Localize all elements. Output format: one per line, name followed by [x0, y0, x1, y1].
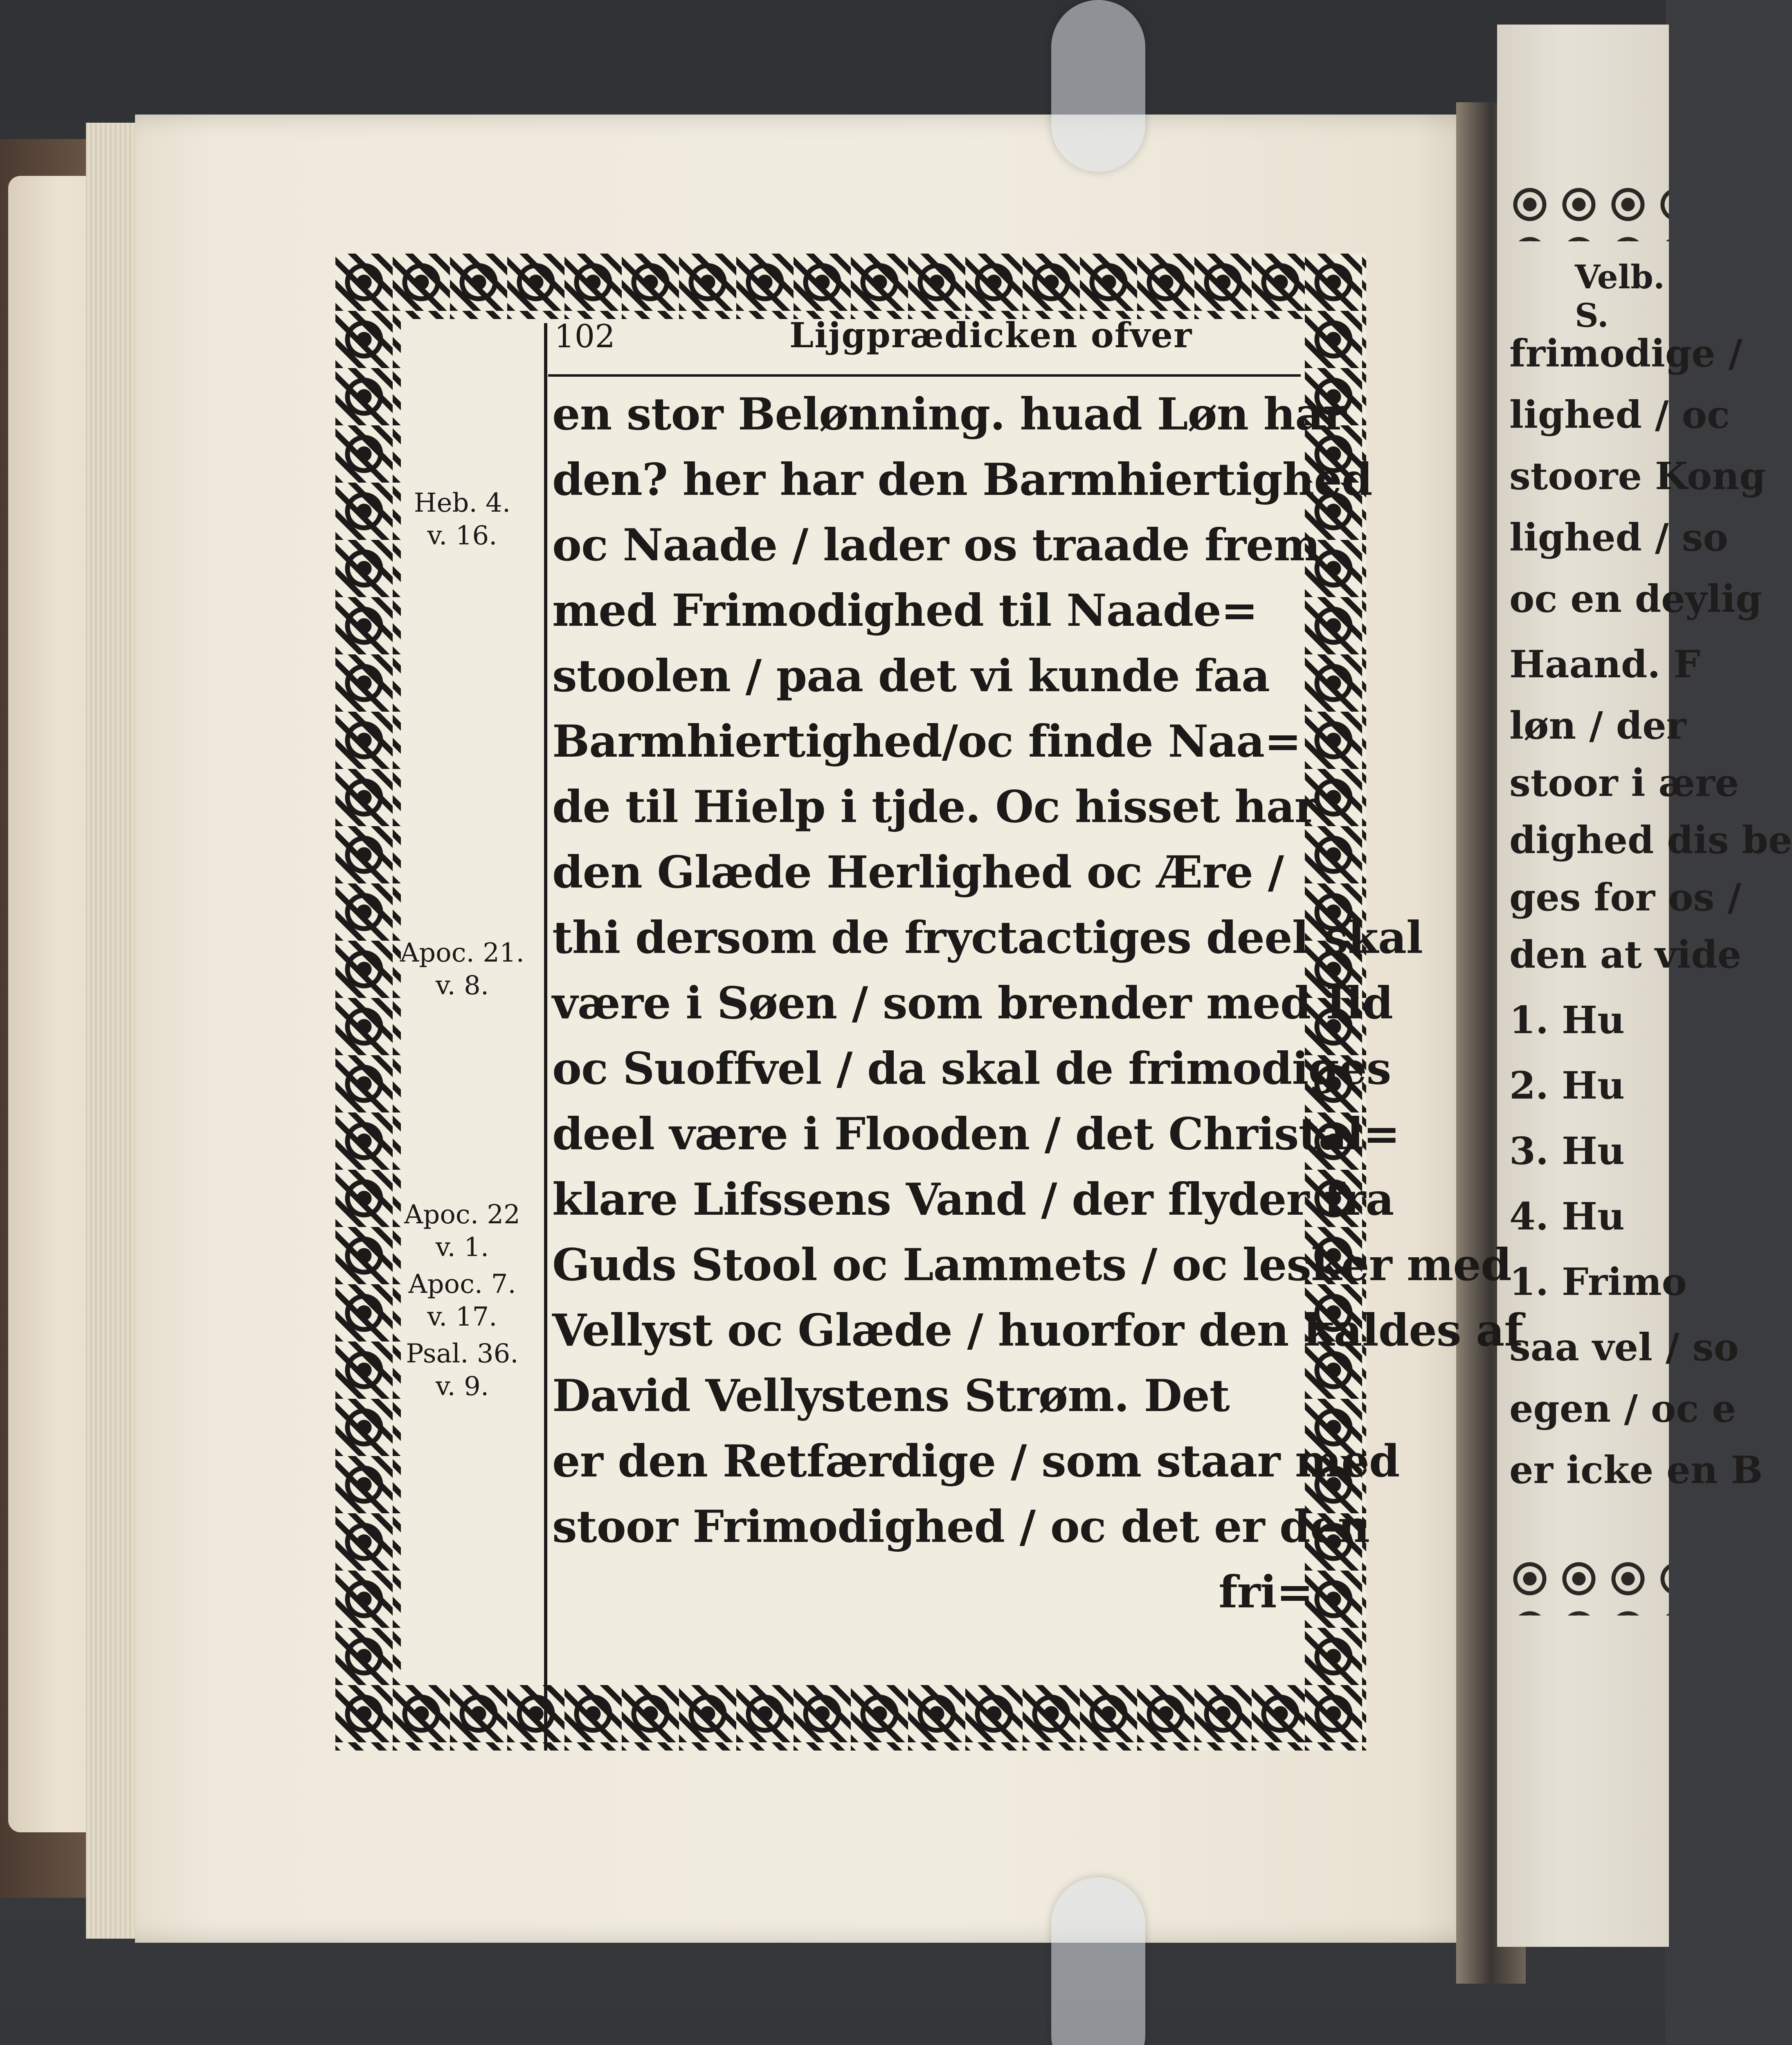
page-clip-bottom [1051, 1877, 1145, 2045]
ornament-border-top [335, 254, 1366, 319]
text-line: klare Lifssens Vand / der flyder fra [552, 1174, 1394, 1225]
text-line: de til Hielp i tjde. Oc hisset har [552, 781, 1318, 833]
text-line: stoor Frimodighed / oc det er den [552, 1501, 1369, 1553]
facing-page-line: 1. Frimo [1509, 1260, 1687, 1304]
text-line: oc Suoffvel / da skal de frimodiges [552, 1043, 1391, 1094]
facing-page-line: dighed dis be [1509, 818, 1792, 862]
margin-note-book: Apoc. 22 [404, 1200, 520, 1230]
text-line: være i Søen / som brender med Ild [552, 978, 1393, 1029]
margin-note-book: Apoc. 7. [408, 1269, 516, 1299]
facing-page-line: lighed / so [1509, 515, 1728, 560]
facing-page-line: stoore Kong [1509, 454, 1766, 498]
margin-note [393, 937, 532, 1002]
facing-page-line: oc en deylig [1509, 577, 1762, 621]
margin-note [393, 1337, 532, 1403]
ornament-border-left [335, 254, 401, 1751]
text-line: den Glæde Herlighed oc Ære / [552, 847, 1284, 898]
ornament-border-bottom [335, 1685, 1366, 1751]
margin-note-verse: v. 1. [435, 1232, 489, 1263]
margin-note-book: Heb. 4. [414, 488, 511, 518]
facing-page-line: løn / der [1509, 703, 1686, 748]
margin-note-verse: v. 8. [435, 971, 489, 1001]
facing-page-line: 3. Hu [1509, 1129, 1625, 1173]
margin-note [393, 1268, 532, 1333]
page-clip-top [1051, 0, 1145, 172]
facing-page-line: ges for os / [1509, 875, 1741, 919]
facing-page-line: er icke en B [1509, 1448, 1763, 1492]
text-line: med Frimodighed til Naade= [552, 585, 1258, 636]
text-line: Vellyst oc Glæde / huorfor den kaldes af [552, 1305, 1523, 1356]
text-line: den? her har den Barmhiertighed [552, 454, 1372, 506]
margin-note [393, 487, 532, 552]
facing-page-line: 4. Hu [1509, 1194, 1625, 1238]
margin-note [393, 1198, 532, 1264]
text-line: David Vellystens Strøm. Det [552, 1370, 1230, 1422]
facing-page-ornament-top [1505, 180, 1669, 241]
facing-page-line: lighed / oc [1509, 393, 1730, 437]
margin-note-verse: v. 9. [435, 1371, 489, 1402]
text-line: Guds Stool oc Lammets / oc lesker med [552, 1239, 1511, 1291]
text-line: deel være i Flooden / det Christal= [552, 1108, 1400, 1160]
facing-page-line: Haand. F [1509, 642, 1700, 686]
facing-page-line: 2. Hu [1509, 1063, 1625, 1108]
text-line: oc Naade / lader os traade frem [552, 519, 1320, 571]
margin-note-verse: v. 17. [427, 1302, 497, 1332]
text-line: Barmhiertighed/oc finde Naa= [552, 716, 1301, 767]
header-rule [548, 374, 1301, 377]
facing-page-running-head: Velb. S. [1575, 258, 1665, 335]
facing-page-line: 1. Hu [1509, 998, 1625, 1042]
running-head: Lijgprædicken ofver [789, 315, 1193, 355]
margin-note-book: Psal. 36. [406, 1339, 519, 1369]
margin-column-rule [544, 323, 547, 1751]
facing-page-ornament-bottom [1505, 1554, 1669, 1616]
facing-page-line: egen / oc e [1509, 1387, 1736, 1431]
facing-page-line: den at vide [1509, 933, 1742, 977]
text-line: thi dersom de fryctactiges deel skal [552, 912, 1423, 964]
text-line: stoolen / paa det vi kunde faa [552, 650, 1270, 702]
facing-page-line: saa vel / so [1509, 1325, 1739, 1369]
text-line: er den Retfærdige / som staar med [552, 1436, 1400, 1487]
text-line: en stor Belønning. huad Løn har [552, 389, 1347, 440]
facing-page-line: frimodige / [1509, 331, 1743, 375]
facing-page-line: stoor i ære [1509, 761, 1739, 805]
margin-note-book: Apoc. 21. [400, 938, 525, 968]
text-line-catchword: fri= [1219, 1566, 1313, 1618]
page-number: 102 [554, 318, 615, 355]
margin-note-verse: v. 16. [427, 521, 497, 551]
